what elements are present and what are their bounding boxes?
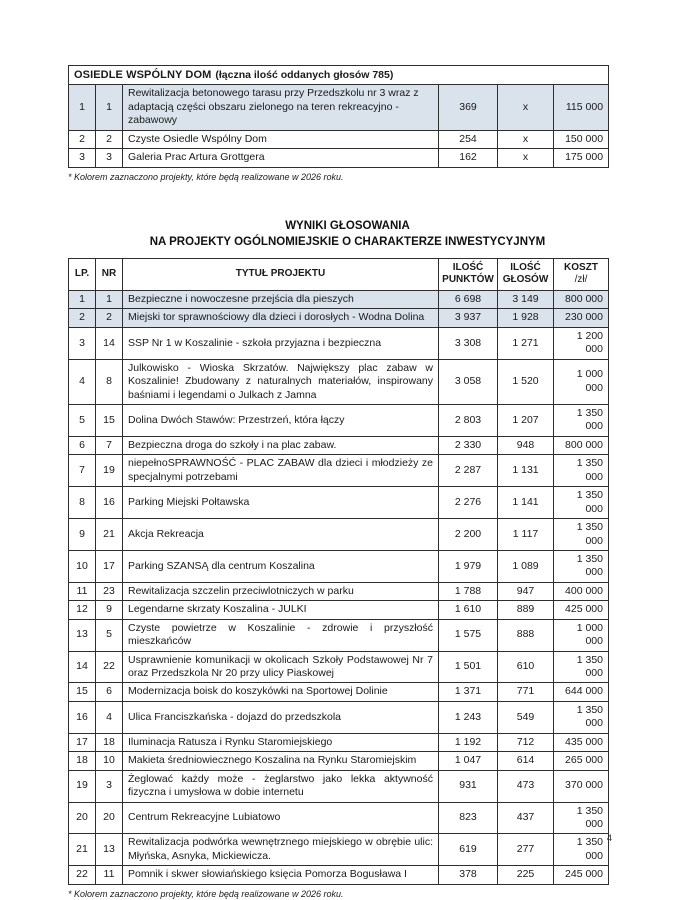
col-header-cost: KOSZT /zł/ bbox=[554, 258, 609, 290]
cell-project-title: niepełnoSPRAWNOŚĆ - PLAC ZABAW dla dzieci i młodzieży ze specjalnymi potrzebami bbox=[123, 455, 439, 487]
cell-project-title: Czyste Osiedle Wspólny Dom bbox=[123, 130, 439, 148]
cell-votes: 771 bbox=[498, 683, 554, 701]
cell-points: 1 575 bbox=[439, 619, 498, 651]
cell-points: 823 bbox=[439, 802, 498, 834]
cell-project-title: Żeglować każdy może - żeglarstwo jako lekka aktywność fizyczna i umysłowa w dobie internetu bbox=[123, 770, 439, 802]
cell-project-title: Bezpieczna droga do szkoły i na plac zabaw. bbox=[123, 436, 439, 454]
cell-votes: 473 bbox=[498, 770, 554, 802]
cell-lp: 3 bbox=[69, 149, 96, 167]
cell-votes: 1 089 bbox=[498, 550, 554, 582]
cell-cost: 175 000 bbox=[554, 149, 609, 167]
cell-points: 254 bbox=[439, 130, 498, 148]
table-row bbox=[69, 309, 609, 327]
cell-nr: 16 bbox=[96, 487, 123, 519]
cell-nr: 1 bbox=[96, 85, 123, 130]
citywide-results-table bbox=[68, 258, 609, 885]
cell-nr: 9 bbox=[96, 601, 123, 619]
cell-cost: 115 000 bbox=[554, 85, 609, 130]
cell-project-title: Usprawnienie komunikacji w okolicach Szkoły Podstawowej Nr 7 oraz Przedszkola Nr 20 przy ulicy Piaskowej bbox=[123, 651, 439, 683]
cell-cost: 1 350 000 bbox=[554, 519, 609, 551]
cell-lp: 2 bbox=[69, 130, 96, 148]
district-table-title-row bbox=[69, 66, 609, 85]
cell-votes: 1 131 bbox=[498, 455, 554, 487]
cell-cost: 1 000 000 bbox=[554, 619, 609, 651]
cell-lp: 10 bbox=[69, 550, 96, 582]
cell-lp: 18 bbox=[69, 752, 96, 770]
table-row bbox=[69, 290, 609, 308]
cell-nr: 20 bbox=[96, 802, 123, 834]
table-row bbox=[69, 130, 609, 148]
cell-votes: 610 bbox=[498, 651, 554, 683]
cell-cost: 230 000 bbox=[554, 309, 609, 327]
cell-points: 3 937 bbox=[439, 309, 498, 327]
cell-votes: 549 bbox=[498, 701, 554, 733]
cell-cost: 1 000 000 bbox=[554, 359, 609, 404]
cell-votes: 1 141 bbox=[498, 487, 554, 519]
cell-nr: 5 bbox=[96, 619, 123, 651]
cell-project-title: Legendarne skrzaty Koszalina - JULKI bbox=[123, 601, 439, 619]
cell-points: 1 501 bbox=[439, 651, 498, 683]
cell-votes: 614 bbox=[498, 752, 554, 770]
col-header-votes: ILOŚĆ GŁOSÓW bbox=[498, 258, 554, 290]
table-row bbox=[69, 359, 609, 404]
cell-lp: 1 bbox=[69, 85, 96, 130]
cell-points: 1 371 bbox=[439, 683, 498, 701]
cell-points: 1 192 bbox=[439, 733, 498, 751]
cell-cost: 150 000 bbox=[554, 130, 609, 148]
cell-nr: 11 bbox=[96, 866, 123, 884]
cell-lp: 4 bbox=[69, 359, 96, 404]
table-row bbox=[69, 733, 609, 751]
cell-nr: 17 bbox=[96, 550, 123, 582]
page-number: 4 bbox=[606, 833, 612, 844]
cell-points: 1 610 bbox=[439, 601, 498, 619]
results-heading-line1: WYNIKI GŁOSOWANIA bbox=[285, 219, 410, 232]
cell-nr: 10 bbox=[96, 752, 123, 770]
cell-points: 1 788 bbox=[439, 582, 498, 600]
cell-points: 619 bbox=[439, 834, 498, 866]
cell-votes: 888 bbox=[498, 619, 554, 651]
table-row bbox=[69, 683, 609, 701]
cell-lp: 14 bbox=[69, 651, 96, 683]
results-heading-line2: NA PROJEKTY OGÓLNOMIEJSKIE O CHARAKTERZE INWESTYCYJNYM bbox=[149, 236, 546, 249]
cell-points: 1 047 bbox=[439, 752, 498, 770]
cell-cost: 800 000 bbox=[554, 436, 609, 454]
table-row bbox=[69, 770, 609, 802]
footnote-district: * Kolorem zaznaczono projekty, które będą realizowane w 2026 roku. bbox=[68, 171, 344, 182]
cell-cost: 1 350 000 bbox=[554, 834, 609, 866]
table-row bbox=[69, 405, 609, 437]
district-votes-total: (łączna ilość oddanych głosów 785) bbox=[215, 69, 394, 81]
cell-votes: x bbox=[498, 130, 554, 148]
cell-votes: 225 bbox=[498, 866, 554, 884]
cell-points: 2 200 bbox=[439, 519, 498, 551]
cell-lp: 13 bbox=[69, 619, 96, 651]
cell-cost: 1 350 000 bbox=[554, 550, 609, 582]
cell-cost: 370 000 bbox=[554, 770, 609, 802]
cell-votes: 947 bbox=[498, 582, 554, 600]
table-row bbox=[69, 802, 609, 834]
cell-votes: 712 bbox=[498, 733, 554, 751]
cell-lp: 3 bbox=[69, 327, 96, 359]
results-heading bbox=[0, 218, 695, 251]
footnote-citywide: * Kolorem zaznaczono projekty, które będą realizowane w 2026 roku. bbox=[68, 888, 344, 899]
cell-nr: 2 bbox=[96, 309, 123, 327]
cell-project-title: Miejski tor sprawnościowy dla dzieci i dorosłych - Wodna Dolina bbox=[123, 309, 439, 327]
cell-project-title: SSP Nr 1 w Koszalinie - szkoła przyjazna i bezpieczna bbox=[123, 327, 439, 359]
cell-cost: 644 000 bbox=[554, 683, 609, 701]
cell-nr: 23 bbox=[96, 582, 123, 600]
cell-lp: 8 bbox=[69, 487, 96, 519]
cell-votes: 1 928 bbox=[498, 309, 554, 327]
table-header-row bbox=[69, 258, 609, 290]
cell-project-title: Iluminacja Ratusza i Rynku Staromiejskiego bbox=[123, 733, 439, 751]
cell-project-title: Dolina Dwóch Stawów: Przestrzeń, która łączy bbox=[123, 405, 439, 437]
cell-cost: 1 350 000 bbox=[554, 802, 609, 834]
cell-votes: 437 bbox=[498, 802, 554, 834]
cell-lp: 7 bbox=[69, 455, 96, 487]
cell-nr: 21 bbox=[96, 519, 123, 551]
district-name: OSIEDLE WSPÓLNY DOM bbox=[74, 69, 212, 81]
cell-cost: 265 000 bbox=[554, 752, 609, 770]
cell-points: 2 287 bbox=[439, 455, 498, 487]
cell-cost: 1 200 000 bbox=[554, 327, 609, 359]
cell-project-title: Rewitalizacja szczelin przeciwlotniczych w parku bbox=[123, 582, 439, 600]
cell-lp: 5 bbox=[69, 405, 96, 437]
cell-votes: 1 271 bbox=[498, 327, 554, 359]
cell-project-title: Ulica Franciszkańska - dojazd do przedszkola bbox=[123, 701, 439, 733]
cell-lp: 21 bbox=[69, 834, 96, 866]
district-results-table bbox=[68, 65, 609, 168]
cell-project-title: Parking Miejski Połtawska bbox=[123, 487, 439, 519]
cell-lp: 1 bbox=[69, 290, 96, 308]
table-row bbox=[69, 550, 609, 582]
cell-project-title: Akcja Rekreacja bbox=[123, 519, 439, 551]
cell-points: 1 979 bbox=[439, 550, 498, 582]
cell-points: 369 bbox=[439, 85, 498, 130]
table-row bbox=[69, 519, 609, 551]
cell-lp: 19 bbox=[69, 770, 96, 802]
cell-points: 2 276 bbox=[439, 487, 498, 519]
cell-cost: 1 350 000 bbox=[554, 405, 609, 437]
cell-cost: 400 000 bbox=[554, 582, 609, 600]
cell-nr: 13 bbox=[96, 834, 123, 866]
cell-votes: 1 207 bbox=[498, 405, 554, 437]
cell-nr: 15 bbox=[96, 405, 123, 437]
cell-lp: 17 bbox=[69, 733, 96, 751]
cell-nr: 2 bbox=[96, 130, 123, 148]
cell-votes: 1 520 bbox=[498, 359, 554, 404]
cell-project-title: Czyste powietrze w Koszalinie - zdrowie i przyszłość mieszkańców bbox=[123, 619, 439, 651]
cell-project-title: Julkowisko - Wioska Skrzatów. Największy plac zabaw w Koszalinie! Zbudowany z naturalnych materiałów, inspirowany baśniami i legendami o Julkach z Jamna bbox=[123, 359, 439, 404]
cell-nr: 14 bbox=[96, 327, 123, 359]
table-row bbox=[69, 619, 609, 651]
table-row bbox=[69, 327, 609, 359]
cell-lp: 20 bbox=[69, 802, 96, 834]
table-row bbox=[69, 601, 609, 619]
cell-points: 3 308 bbox=[439, 327, 498, 359]
cell-lp: 16 bbox=[69, 701, 96, 733]
cell-project-title: Parking SZANSĄ dla centrum Koszalina bbox=[123, 550, 439, 582]
cell-project-title: Centrum Rekreacyjne Lubiatowo bbox=[123, 802, 439, 834]
table-row bbox=[69, 701, 609, 733]
cell-lp: 2 bbox=[69, 309, 96, 327]
district-table-title bbox=[69, 66, 609, 85]
cell-votes: x bbox=[498, 149, 554, 167]
col-header-points: ILOŚĆ PUNKTÓW bbox=[439, 258, 498, 290]
col-header-nr: NR bbox=[96, 258, 123, 290]
cell-project-title: Pomnik i skwer słowiańskiego księcia Pomorza Bogusława I bbox=[123, 866, 439, 884]
cell-points: 1 243 bbox=[439, 701, 498, 733]
cell-cost: 425 000 bbox=[554, 601, 609, 619]
cell-cost: 435 000 bbox=[554, 733, 609, 751]
cell-lp: 9 bbox=[69, 519, 96, 551]
cell-nr: 3 bbox=[96, 770, 123, 802]
cell-lp: 12 bbox=[69, 601, 96, 619]
table-row bbox=[69, 487, 609, 519]
cell-project-title: Modernizacja boisk do koszykówki na Sportowej Dolinie bbox=[123, 683, 439, 701]
cell-points: 6 698 bbox=[439, 290, 498, 308]
table-row bbox=[69, 455, 609, 487]
cell-lp: 15 bbox=[69, 683, 96, 701]
cell-points: 3 058 bbox=[439, 359, 498, 404]
cell-nr: 6 bbox=[96, 683, 123, 701]
cell-votes: x bbox=[498, 85, 554, 130]
cell-points: 162 bbox=[439, 149, 498, 167]
table-row bbox=[69, 436, 609, 454]
cell-nr: 8 bbox=[96, 359, 123, 404]
cell-project-title: Rewitalizacja betonowego tarasu przy Przedszkolu nr 3 wraz z adaptacją części obszaru zielonego na teren rekreacyjno - zabawowy bbox=[123, 85, 439, 130]
cell-cost: 1 350 000 bbox=[554, 487, 609, 519]
table-row bbox=[69, 149, 609, 167]
cell-cost: 800 000 bbox=[554, 290, 609, 308]
table-row bbox=[69, 752, 609, 770]
cell-votes: 948 bbox=[498, 436, 554, 454]
cell-nr: 22 bbox=[96, 651, 123, 683]
cell-cost: 1 350 000 bbox=[554, 701, 609, 733]
cell-nr: 7 bbox=[96, 436, 123, 454]
cell-nr: 18 bbox=[96, 733, 123, 751]
cell-project-title: Bezpieczne i nowoczesne przejścia dla pieszych bbox=[123, 290, 439, 308]
table-row bbox=[69, 85, 609, 130]
cell-nr: 4 bbox=[96, 701, 123, 733]
cell-votes: 3 149 bbox=[498, 290, 554, 308]
cell-project-title: Makieta średniowiecznego Koszalina na Rynku Staromiejskim bbox=[123, 752, 439, 770]
cell-lp: 6 bbox=[69, 436, 96, 454]
table-row bbox=[69, 651, 609, 683]
table-row bbox=[69, 866, 609, 884]
col-header-lp: LP. bbox=[69, 258, 96, 290]
cell-lp: 22 bbox=[69, 866, 96, 884]
cell-points: 931 bbox=[439, 770, 498, 802]
cell-points: 2 330 bbox=[439, 436, 498, 454]
col-header-title: TYTUŁ PROJEKTU bbox=[123, 258, 439, 290]
cell-project-title: Galeria Prac Artura Grottgera bbox=[123, 149, 439, 167]
cell-nr: 3 bbox=[96, 149, 123, 167]
cell-nr: 1 bbox=[96, 290, 123, 308]
cell-lp: 11 bbox=[69, 582, 96, 600]
cell-points: 2 803 bbox=[439, 405, 498, 437]
cell-nr: 19 bbox=[96, 455, 123, 487]
cell-cost: 1 350 000 bbox=[554, 455, 609, 487]
cell-cost: 1 350 000 bbox=[554, 651, 609, 683]
cell-project-title: Rewitalizacja podwórka wewnętrznego miejskiego w obrębie ulic: Młyńska, Asnyka, Mickiewicza. bbox=[123, 834, 439, 866]
cell-cost: 245 000 bbox=[554, 866, 609, 884]
table-row bbox=[69, 582, 609, 600]
cell-points: 378 bbox=[439, 866, 498, 884]
cell-votes: 889 bbox=[498, 601, 554, 619]
cell-votes: 277 bbox=[498, 834, 554, 866]
cell-votes: 1 117 bbox=[498, 519, 554, 551]
